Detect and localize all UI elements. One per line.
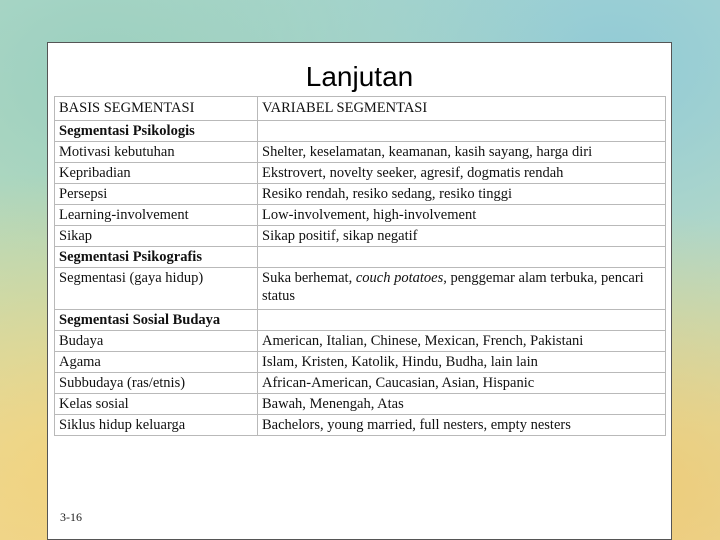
slide — [47, 42, 672, 540]
table-row — [55, 142, 666, 163]
empty-cell — [258, 121, 666, 142]
slide-title: Lanjutan — [305, 61, 414, 92]
basis-cell: Sikap — [55, 226, 258, 247]
variabel-cell: Ekstrovert, novelty seeker, agresif, dogmatis rendah — [258, 163, 666, 184]
variabel-cell — [258, 268, 666, 310]
table-row — [55, 394, 666, 415]
segmentation-table — [54, 96, 666, 436]
basis-cell: Kepribadian — [55, 163, 258, 184]
basis-cell: Kelas sosial — [55, 394, 258, 415]
variabel-cell: Shelter, keselamatan, keamanan, kasih sayang, harga diri — [258, 142, 666, 163]
section-row — [55, 310, 666, 331]
empty-cell — [258, 310, 666, 331]
variabel-cell: Resiko rendah, resiko sedang, resiko tinggi — [258, 184, 666, 205]
empty-cell — [258, 247, 666, 268]
section-row — [55, 121, 666, 142]
basis-cell: Budaya — [55, 331, 258, 352]
basis-cell: Agama — [55, 352, 258, 373]
basis-cell: Learning-involvement — [55, 205, 258, 226]
section-row — [55, 247, 666, 268]
basis-cell: Persepsi — [55, 184, 258, 205]
header-basis: BASIS SEGMENTASI — [55, 97, 258, 121]
variabel-cell: Bawah, Menengah, Atas — [258, 394, 666, 415]
table-row — [55, 352, 666, 373]
basis-cell: Siklus hidup keluarga — [55, 415, 258, 436]
section-heading: Segmentasi Sosial Budaya — [55, 310, 258, 331]
slide-number: 3-16 — [60, 510, 82, 524]
basis-cell: Segmentasi (gaya hidup) — [55, 268, 258, 310]
table-header-row — [55, 97, 666, 121]
variabel-cell: American, Italian, Chinese, Mexican, French, Pakistani — [258, 331, 666, 352]
variabel-cell: Low-involvement, high-involvement — [258, 205, 666, 226]
variabel-cell: African-American, Caucasian, Asian, Hispanic — [258, 373, 666, 394]
variabel-text-post: , penggemar alam terbuka, pencari status — [262, 270, 644, 304]
variabel-cell: Islam, Kristen, Katolik, Hindu, Budha, lain lain — [258, 352, 666, 373]
basis-cell: Subbudaya (ras/etnis) — [55, 373, 258, 394]
table-row — [55, 205, 666, 226]
variabel-text-italic: couch potatoes — [355, 270, 444, 286]
table-row — [55, 268, 666, 310]
table-row — [55, 163, 666, 184]
table-row — [55, 226, 666, 247]
section-heading: Segmentasi Psikografis — [55, 247, 258, 268]
variabel-cell: Sikap positif, sikap negatif — [258, 226, 666, 247]
header-variabel: VARIABEL SEGMENTASI — [258, 97, 666, 121]
variabel-cell: Bachelors, young married, full nesters, empty nesters — [258, 415, 666, 436]
table-row — [55, 331, 666, 352]
table-row — [55, 184, 666, 205]
section-heading: Segmentasi Psikologis — [55, 121, 258, 142]
basis-cell: Motivasi kebutuhan — [55, 142, 258, 163]
table-row — [55, 415, 666, 436]
table-row — [55, 373, 666, 394]
variabel-text-pre: Suka berhemat, — [262, 270, 356, 286]
